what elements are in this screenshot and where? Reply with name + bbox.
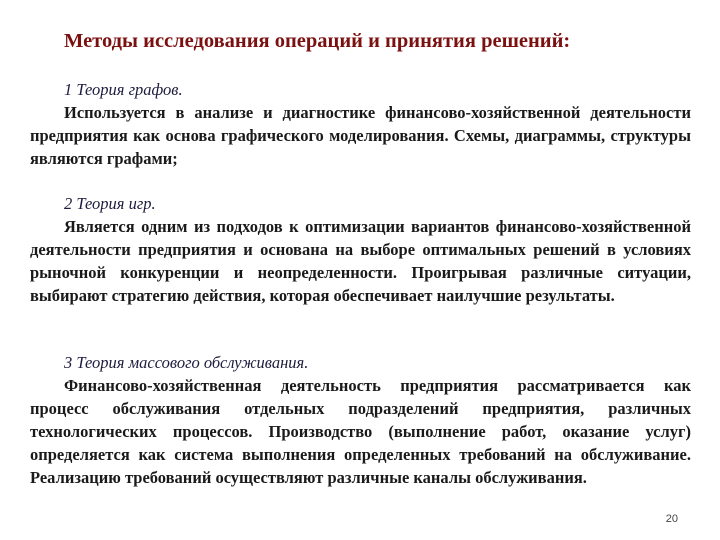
section-game-theory (30, 194, 691, 307)
section-text: Является одним из подходов к оптимизации вариантов финансово-хозяйственной деятельности предприятия и основана на выборе оптимальных решений в условиях рыночной конкуренции и неопределенности. Проигрывая различные ситуации, выбирают стратегию действия, которая обеспечивает наилучшие результаты. (30, 217, 691, 305)
section-heading: 1 Теория графов. (64, 80, 183, 99)
section-text: Финансово-хозяйственная деятельность предприятия рассматривается как процесс обслуживания отдельных подразделений предприятия, различных технологических процессов. Производство (выполнение работ, оказание услуг) определяется как система выполнения определенных требований на обслуживание. Реализацию требований осуществляют различные каналы обслуживания. (30, 376, 691, 487)
slide-title: Методы исследования операций и принятия решений: (64, 30, 571, 52)
section-text: Используется в анализе и диагностике финансово-хозяйственной деятельности предприятия как основа графического моделирования. Схемы, диаграммы, структуры являются графами; (30, 103, 691, 168)
section-heading: 3 Теория массового обслуживания. (64, 353, 309, 372)
page-number: 20 (665, 513, 678, 525)
section-heading: 2 Теория игр. (64, 194, 156, 213)
section-queueing-theory (30, 353, 691, 489)
section-graph-theory (30, 80, 691, 170)
